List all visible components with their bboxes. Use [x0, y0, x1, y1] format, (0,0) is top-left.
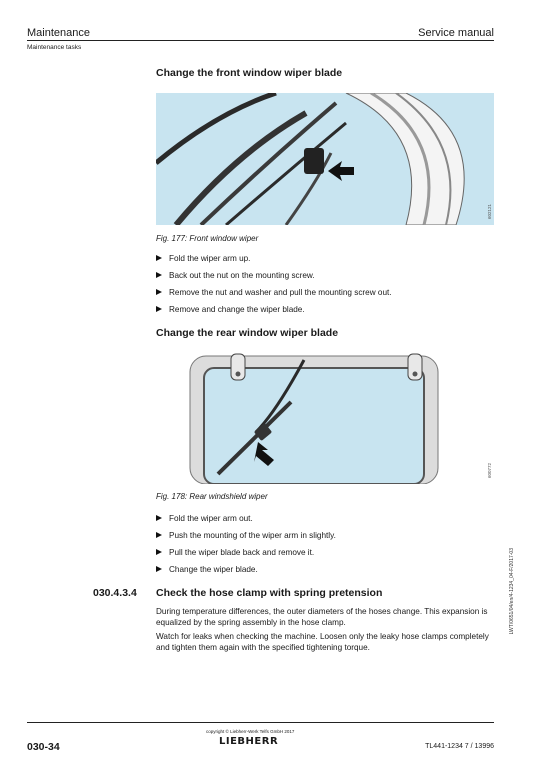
hose-clamp-paragraph-2: Watch for leaks when checking the machine. Loosen only the leaky hose clamps completely and tighten them again with the specified tightening torque. — [156, 632, 489, 652]
copyright-text: copyright © Liebherr-Werk Telfs GmbH 2017 — [206, 729, 295, 734]
front-wiper-figure — [156, 93, 494, 225]
step-item: Pull the wiper blade back and remove it. — [156, 547, 336, 564]
step-item: Fold the wiper arm up. — [156, 253, 392, 270]
page-number: 030-34 — [27, 741, 60, 753]
rear-wiper-illustration — [156, 352, 494, 484]
document-number: TL441-1234 7 / 13996 — [425, 743, 494, 750]
bullet-triangle-icon — [156, 515, 162, 521]
bullet-triangle-icon — [156, 272, 162, 278]
rear-wiper-caption: Fig. 178: Rear windshield wiper — [156, 492, 268, 501]
step-item: Back out the nut on the mounting screw. — [156, 270, 392, 287]
rear-wiper-figure-id: 600772 — [487, 462, 492, 478]
step-item: Fold the wiper arm out. — [156, 513, 336, 530]
document-side-code: LWT/0651/04/en/4-1234_04-F/2017-03 — [509, 548, 515, 635]
hose-clamp-title: Check the hose clamp with spring pretension — [156, 587, 383, 599]
front-wiper-caption: Fig. 177: Front window wiper — [156, 234, 259, 243]
step-item: Remove the nut and washer and pull the mounting screw out. — [156, 287, 392, 304]
rear-wiper-title: Change the rear window wiper blade — [156, 327, 339, 339]
footer-rule — [27, 722, 494, 723]
header-rule — [27, 40, 494, 41]
step-item: Remove and change the wiper blade. — [156, 304, 392, 321]
front-wiper-illustration — [156, 93, 494, 225]
front-wiper-title: Change the front window wiper blade — [156, 67, 343, 79]
section-number: 030.4.3.4 — [93, 587, 137, 599]
hose-clamp-paragraph-1: During temperature differences, the outer diameters of the hoses change. This expansion is equalized by the spring assembly in the hose clamp. — [156, 607, 488, 627]
liebherr-logo: LIEBHERR — [219, 736, 279, 747]
bullet-triangle-icon — [156, 566, 162, 572]
front-wiper-figure-id: 602121 — [487, 203, 492, 219]
header-manual: Service manual — [418, 27, 494, 39]
header-subsection: Maintenance tasks — [27, 44, 82, 51]
pointer-arrow-icon — [328, 161, 354, 181]
rear-wiper-steps — [156, 513, 336, 581]
bullet-triangle-icon — [156, 255, 162, 261]
front-wiper-steps — [156, 253, 392, 321]
header-section: Maintenance — [27, 27, 90, 39]
bullet-triangle-icon — [156, 289, 162, 295]
step-item: Push the mounting of the wiper arm in slightly. — [156, 530, 336, 547]
bullet-triangle-icon — [156, 532, 162, 538]
bullet-triangle-icon — [156, 549, 162, 555]
step-item: Change the wiper blade. — [156, 564, 336, 581]
rear-wiper-figure — [156, 352, 494, 484]
bullet-triangle-icon — [156, 306, 162, 312]
